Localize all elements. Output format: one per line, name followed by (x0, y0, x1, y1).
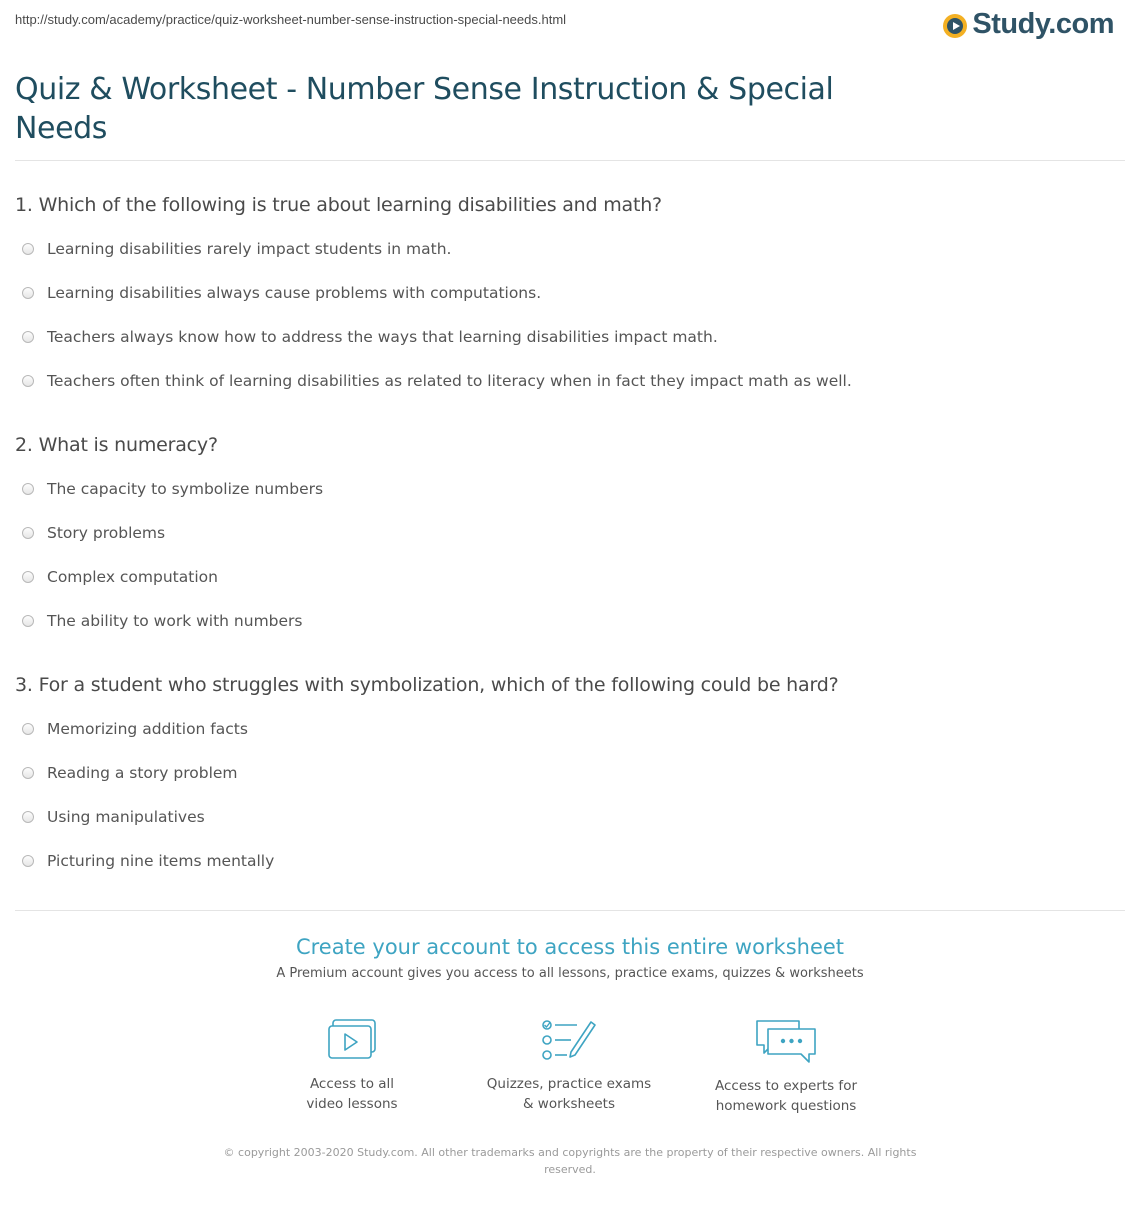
answer-text: Learning disabilities rarely impact students in math. (47, 240, 452, 258)
answer-option[interactable] (22, 372, 852, 390)
question-3: 3. For a student who struggles with symbolization, which of the following could be hard? (15, 674, 839, 696)
feature-video-lessons (252, 1018, 452, 1114)
question-1: 1. Which of the following is true about learning disabilities and math? (15, 194, 662, 216)
feature-label-line: homework questions (715, 1098, 857, 1114)
copyright-notice: © copyright 2003-2020 Study.com. All other trademarks and copyrights are the property of their respective owners. All rights reserved. (223, 1146, 917, 1176)
answer-text: The ability to work with numbers (47, 612, 303, 630)
radio-button[interactable] (22, 723, 34, 735)
answer-option[interactable] (22, 720, 248, 738)
answer-text: The capacity to symbolize numbers (47, 480, 324, 498)
answer-text: Story problems (47, 524, 166, 542)
chat-bubbles-icon (754, 1018, 818, 1064)
study-logo[interactable] (943, 8, 1114, 41)
radio-button[interactable] (22, 571, 34, 583)
answer-option[interactable] (22, 612, 303, 630)
create-account-link[interactable]: Create your account to access this entire worksheet (295, 935, 845, 959)
logo-text: Study.com (972, 8, 1114, 40)
answer-option[interactable] (22, 568, 218, 586)
answer-text: Reading a story problem (47, 764, 238, 782)
answer-option[interactable] (22, 328, 718, 346)
answer-option[interactable] (22, 808, 205, 826)
answer-text: Using manipulatives (47, 808, 205, 826)
feature-experts (686, 1018, 886, 1116)
radio-button[interactable] (22, 331, 34, 343)
video-lessons-icon (326, 1018, 378, 1062)
radio-button[interactable] (22, 811, 34, 823)
answer-text: Memorizing addition facts (47, 720, 248, 738)
feature-label-line: Access to all (309, 1076, 395, 1092)
divider (15, 910, 1125, 911)
answer-option[interactable] (22, 480, 323, 498)
radio-button[interactable] (22, 483, 34, 495)
radio-button[interactable] (22, 767, 34, 779)
radio-button[interactable] (22, 615, 34, 627)
radio-button[interactable] (22, 527, 34, 539)
radio-button[interactable] (22, 243, 34, 255)
radio-button[interactable] (22, 375, 34, 387)
answer-text: Picturing nine items mentally (47, 852, 275, 870)
radio-button[interactable] (22, 855, 34, 867)
feature-label-line: & worksheets (522, 1096, 615, 1112)
answer-option[interactable] (22, 852, 274, 870)
page-title: Quiz & Worksheet - Number Sense Instruction & Special Needs (15, 72, 834, 146)
answer-option[interactable] (22, 524, 165, 542)
radio-button[interactable] (22, 287, 34, 299)
feature-label-line: video lessons (306, 1096, 398, 1112)
premium-description: A Premium account gives you access to all lessons, practice exams, quizzes & worksheets (276, 966, 864, 981)
feature-label-line: Access to experts for (714, 1078, 857, 1094)
answer-option[interactable] (22, 240, 451, 258)
answer-text: Teachers always know how to address the ways that learning disabilities impact math. (47, 328, 718, 346)
question-2: 2. What is numeracy? (15, 434, 218, 456)
feature-label-line: Quizzes, practice exams (486, 1076, 652, 1092)
play-logo-icon (943, 14, 967, 38)
answer-text: Complex computation (47, 568, 218, 586)
page-url: http://study.com/academy/practice/quiz-worksheet-number-sense-instruction-special-needs.html (15, 12, 567, 27)
answer-text: Teachers often think of learning disabilities as related to literacy when in fact they impact math as well. (47, 372, 852, 390)
quiz-checklist-icon (541, 1018, 597, 1062)
answer-option[interactable] (22, 284, 541, 302)
answer-option[interactable] (22, 764, 238, 782)
divider (15, 160, 1125, 161)
feature-quizzes (469, 1018, 669, 1114)
answer-text: Learning disabilities always cause problems with computations. (47, 284, 542, 302)
